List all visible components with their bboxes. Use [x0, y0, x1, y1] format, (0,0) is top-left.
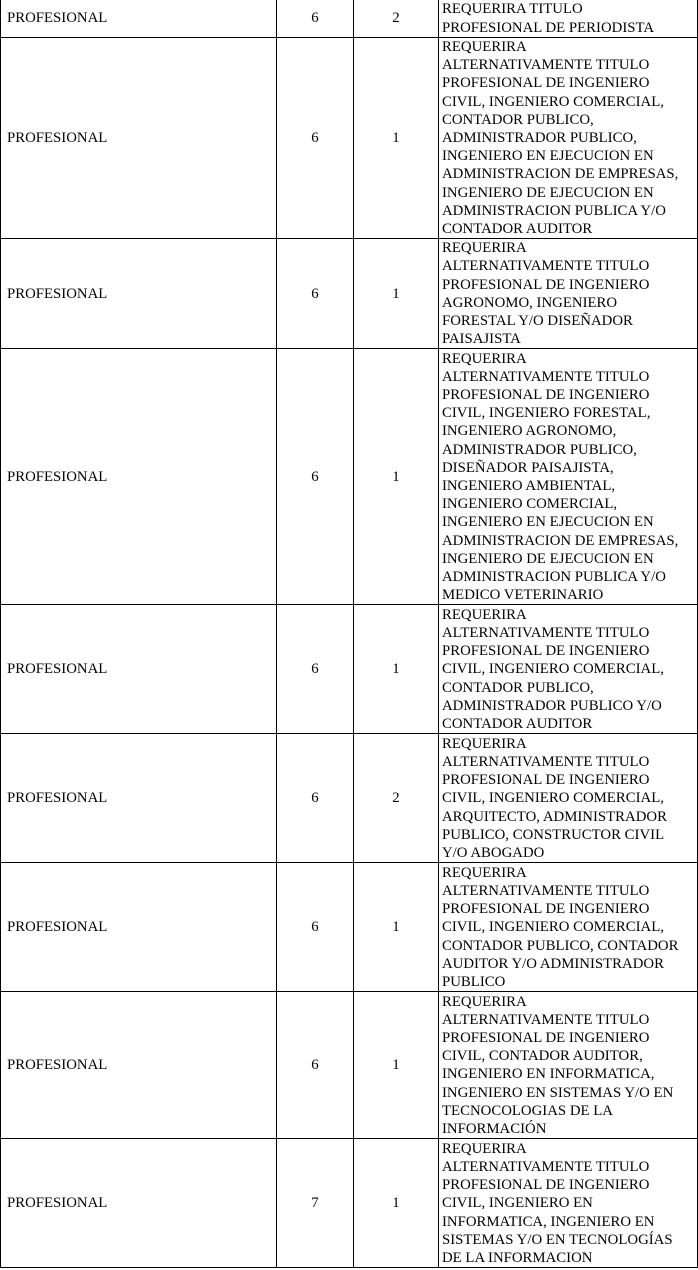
requirement-cell: REQUERIRA ALTERNATIVAMENTE TITULO PROFESIONAL DE INGENIERO CIVIL, INGENIERO COMERCIAL, CONTADOR PUBLICO, ADMINISTRADOR PUBLICO Y/O CONTADOR AUDITOR	[439, 605, 698, 734]
grade-cell: 6	[277, 0, 354, 38]
position-type-cell: PROFESIONAL	[1, 734, 277, 863]
table-row	[1, 38, 698, 239]
table-row	[1, 992, 698, 1139]
requirement-cell: REQUERIRA TITULO PROFESIONAL DE PERIODISTA	[439, 0, 698, 38]
quantity-cell: 2	[354, 734, 439, 863]
table-row	[1, 734, 698, 863]
quantity-cell: 1	[354, 992, 439, 1139]
requirement-cell: REQUERIRA ALTERNATIVAMENTE TITULO PROFESIONAL DE INGENIERO CIVIL, CONTADOR AUDITOR, INGENIERO EN INFORMATICA, INGENIERO EN SISTEMAS Y/O EN TECNOCOLOGIAS DE LA INFORMACIÓN	[439, 992, 698, 1139]
quantity-cell: 1	[354, 349, 439, 605]
requirement-cell: REQUERIRA ALTERNATIVAMENTE TITULO PROFESIONAL DE INGENIERO CIVIL, INGENIERO COMERCIAL, ARQUITECTO, ADMINISTRADOR PUBLICO, CONSTRUCTOR CIVIL Y/O ABOGADO	[439, 734, 698, 863]
grade-cell: 6	[277, 605, 354, 734]
position-type-cell: PROFESIONAL	[1, 863, 277, 992]
quantity-cell: 1	[354, 1139, 439, 1268]
position-type-cell: PROFESIONAL	[1, 239, 277, 349]
position-type-cell: PROFESIONAL	[1, 349, 277, 605]
table-row	[1, 0, 698, 38]
position-type-cell: PROFESIONAL	[1, 992, 277, 1139]
quantity-cell: 1	[354, 38, 439, 239]
requirement-cell: REQUERIRA ALTERNATIVAMENTE TITULO PROFESIONAL DE INGENIERO AGRONOMO, INGENIERO FORESTAL Y/O DISEÑADOR PAISAJISTA	[439, 239, 698, 349]
grade-cell: 6	[277, 734, 354, 863]
grade-cell: 6	[277, 38, 354, 239]
table-row	[1, 605, 698, 734]
position-type-cell: PROFESIONAL	[1, 605, 277, 734]
position-type-cell: PROFESIONAL	[1, 1139, 277, 1268]
table-row	[1, 863, 698, 992]
quantity-cell: 1	[354, 863, 439, 992]
position-type-cell: PROFESIONAL	[1, 0, 277, 38]
grade-cell: 7	[277, 1139, 354, 1268]
quantity-cell: 1	[354, 605, 439, 734]
requirement-cell: REQUERIRA ALTERNATIVAMENTE TITULO PROFESIONAL DE INGENIERO CIVIL, INGENIERO FORESTAL, INGENIERO AGRONOMO, ADMINISTRADOR PUBLICO, DISEÑADOR PAISAJISTA, INGENIERO AMBIENTAL, INGENIERO COMERCIAL, INGENIERO EN EJECUCION EN ADMINISTRACION DE EMPRESAS, INGENIERO DE EJECUCION EN ADMINISTRACION PUBLICA Y/O MEDICO VETERINARIO	[439, 349, 698, 605]
grade-cell: 6	[277, 992, 354, 1139]
grade-cell: 6	[277, 239, 354, 349]
requirement-cell: REQUERIRA ALTERNATIVAMENTE TITULO PROFESIONAL DE INGENIERO CIVIL, INGENIERO COMERCIAL, CONTADOR PUBLICO, CONTADOR AUDITOR Y/O ADMINISTRADOR PUBLICO	[439, 863, 698, 992]
table-row	[1, 349, 698, 605]
quantity-cell: 2	[354, 0, 439, 38]
table-row	[1, 239, 698, 349]
quantity-cell: 1	[354, 239, 439, 349]
requirement-cell: REQUERIRA ALTERNATIVAMENTE TITULO PROFESIONAL DE INGENIERO CIVIL, INGENIERO EN INFORMATICA, INGENIERO EN SISTEMAS Y/O EN TECNOLOGÍAS DE LA INFORMACION	[439, 1139, 698, 1268]
requirement-cell: REQUERIRA ALTERNATIVAMENTE TITULO PROFESIONAL DE INGENIERO CIVIL, INGENIERO COMERCIAL, CONTADOR PUBLICO, ADMINISTRADOR PUBLICO, INGENIERO EN EJECUCION EN ADMINISTRACION DE EMPRESAS, INGENIERO DE EJECUCION EN ADMINISTRACION PUBLICA Y/O CONTADOR AUDITOR	[439, 38, 698, 239]
table-row	[1, 1139, 698, 1268]
grade-cell: 6	[277, 349, 354, 605]
position-type-cell: PROFESIONAL	[1, 38, 277, 239]
grade-cell: 6	[277, 863, 354, 992]
